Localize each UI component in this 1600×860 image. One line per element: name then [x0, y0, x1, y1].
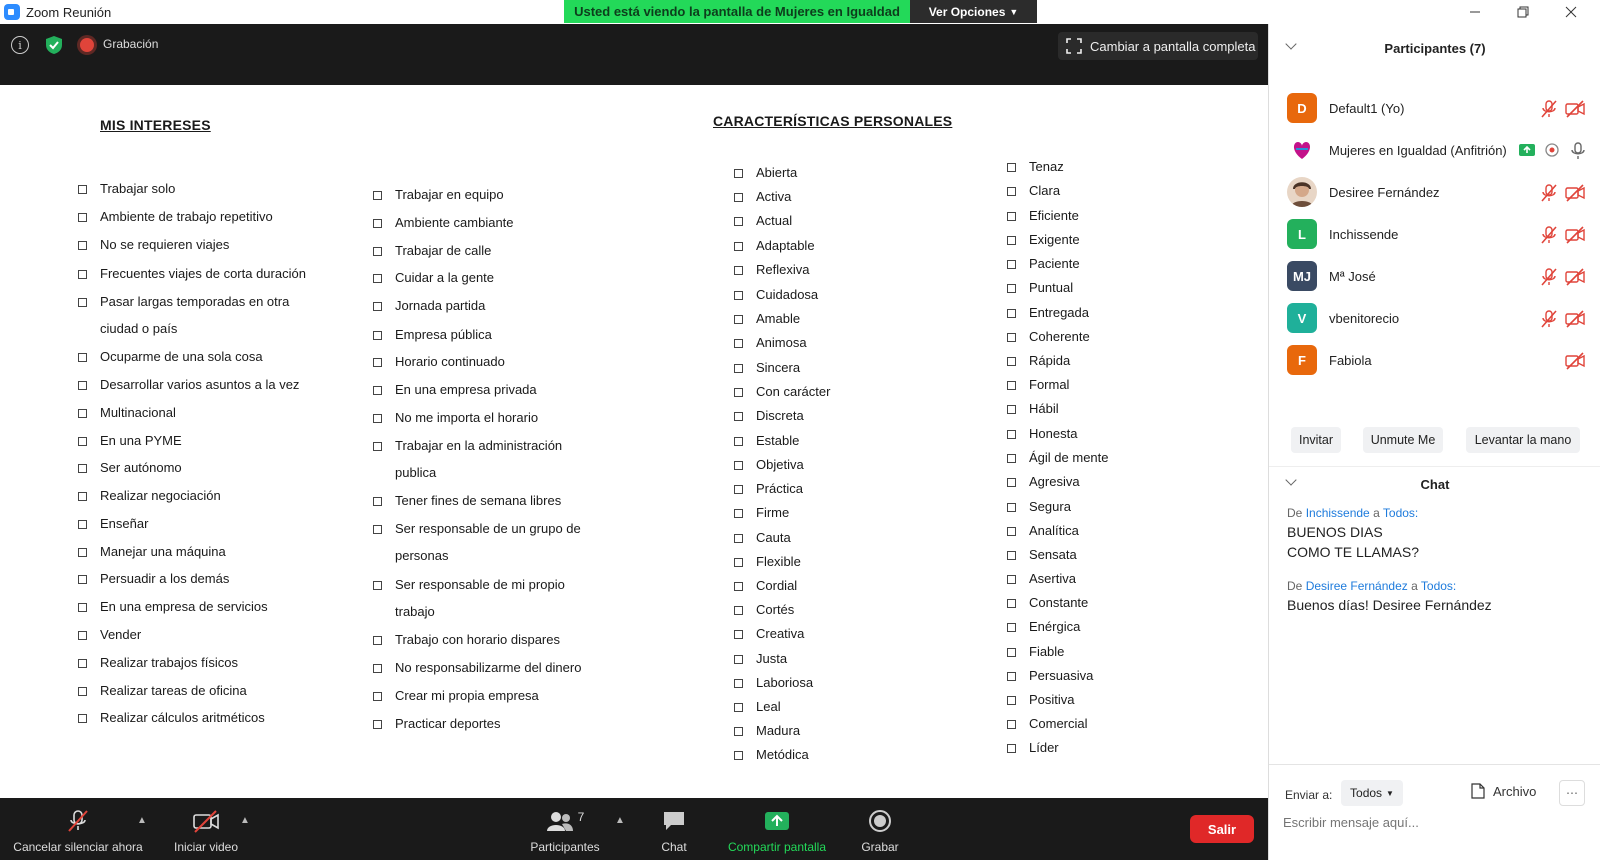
- checklist-label: ciudad o país: [100, 321, 178, 336]
- checklist-label: Con carácter: [756, 384, 831, 399]
- checkbox-icon: [734, 388, 743, 397]
- checklist-label: Positiva: [1029, 692, 1075, 707]
- checklist-label: Desarrollar varios asuntos a la vez: [100, 377, 300, 392]
- participant-name: Fabiola: [1329, 353, 1372, 368]
- checklist-label: Hábil: [1029, 401, 1059, 416]
- checkbox-icon: [78, 631, 87, 640]
- checklist-label: Practicar deportes: [395, 716, 501, 731]
- checklist-label: Metódica: [756, 747, 809, 762]
- checklist-label: Sincera: [756, 360, 801, 375]
- checklist-label: publica: [395, 465, 437, 480]
- participant-row[interactable]: [1269, 340, 1600, 382]
- shield-check-icon[interactable]: [44, 35, 64, 55]
- checklist-label: Trabajar de calle: [395, 243, 492, 258]
- checkbox-icon: [1007, 163, 1016, 172]
- chevron-down-icon: ▼: [1009, 6, 1019, 17]
- checklist-label: Segura: [1029, 499, 1071, 514]
- video-off-icon: [1565, 99, 1585, 119]
- chat-message: [1287, 506, 1419, 562]
- checklist-label: Pasar largas temporadas en otra: [100, 294, 290, 309]
- checklist-label: Tenaz: [1029, 159, 1064, 174]
- checklist-label: Frecuentes viajes de corta duración: [100, 266, 306, 281]
- microphone-muted-icon: [65, 808, 91, 834]
- chat-from-prefix: De: [1287, 506, 1303, 520]
- record-button[interactable]: [856, 798, 904, 860]
- checkbox-icon: [734, 437, 743, 446]
- recording-label: Grabación: [103, 37, 159, 51]
- checkbox-icon: [1007, 405, 1016, 414]
- checklist-label: Vender: [100, 627, 142, 642]
- chevron-down-icon: ▼: [1386, 788, 1394, 798]
- checkbox-icon: [373, 692, 382, 701]
- checklist-label: Coherente: [1029, 329, 1090, 344]
- checklist-label: Animosa: [756, 335, 807, 350]
- participant-name: Desiree Fernández: [1329, 185, 1440, 200]
- participants-header[interactable]: [1269, 28, 1600, 68]
- checklist-label: Asertiva: [1029, 571, 1076, 586]
- checklist-label: Paciente: [1029, 256, 1080, 271]
- view-options-button[interactable]: [910, 0, 1037, 23]
- title-bar: [0, 0, 1600, 24]
- chat-line: BUENOS DIAS: [1287, 524, 1383, 540]
- checkbox-icon: [734, 217, 743, 226]
- checklist-label: No se requieren viajes: [100, 237, 230, 252]
- chat-button[interactable]: [652, 798, 696, 860]
- checkbox-icon: [78, 270, 87, 279]
- checkbox-icon: [373, 191, 382, 200]
- checkbox-icon: [78, 714, 87, 723]
- avatar: L: [1287, 219, 1317, 249]
- chevron-down-icon[interactable]: [1285, 474, 1296, 485]
- mute-label: Cancelar silenciar ahora: [13, 840, 143, 854]
- viewing-banner: Usted está viendo la pantalla de Mujeres en Igualdad: [564, 0, 910, 23]
- checklist-label: Honesta: [1029, 426, 1078, 441]
- participants-icon: [546, 810, 574, 832]
- checkbox-icon: [1007, 527, 1016, 536]
- checklist-label: Realizar trabajos físicos: [100, 655, 238, 670]
- participant-row[interactable]: [1269, 172, 1600, 214]
- checklist-label: Entregada: [1029, 305, 1089, 320]
- fullscreen-label: Cambiar a pantalla completa: [1090, 38, 1256, 54]
- window-title: Zoom Reunión: [26, 4, 112, 20]
- chat-icon: [662, 810, 686, 832]
- chat-recipient[interactable]: Todos:: [1420, 579, 1457, 593]
- checkbox-icon: [734, 534, 743, 543]
- checkbox-icon: [78, 241, 87, 250]
- checklist-label: Constante: [1029, 595, 1089, 610]
- chat-sender[interactable]: Inchissende: [1305, 506, 1370, 520]
- restore-button[interactable]: [1500, 0, 1546, 24]
- chat-message-meta: [1287, 579, 1492, 593]
- heading-traits: CARACTERÍSTICAS PERSONALES: [713, 113, 953, 129]
- microphone-icon: [1568, 141, 1588, 161]
- checkbox-icon: [78, 437, 87, 446]
- checklist-label: Trabajo con horario dispares: [395, 632, 560, 647]
- send-to-label: Enviar a:: [1285, 788, 1333, 802]
- checklist-label: Objetiva: [756, 457, 804, 472]
- recording-icon: [1543, 141, 1563, 161]
- checkbox-icon: [1007, 430, 1016, 439]
- checkbox-icon: [1007, 744, 1016, 753]
- checkbox-icon: [1007, 309, 1016, 318]
- checklist-label: Cuidar a la gente: [395, 270, 495, 285]
- microphone-muted-icon: [1539, 183, 1559, 203]
- fullscreen-icon: [1066, 38, 1082, 54]
- minimize-icon: [1469, 6, 1481, 18]
- video-options-caret-icon[interactable]: ▲: [240, 815, 250, 826]
- participant-name: vbenitorecio: [1329, 311, 1400, 326]
- video-off-icon: [1565, 309, 1585, 329]
- checkbox-icon: [1007, 284, 1016, 293]
- share-screen-icon: [764, 810, 790, 832]
- checklist-label: En una empresa de servicios: [100, 599, 268, 614]
- checkbox-icon: [373, 497, 382, 506]
- checkbox-icon: [1007, 333, 1016, 342]
- checkbox-icon: [373, 720, 382, 729]
- checkbox-icon: [1007, 648, 1016, 657]
- checklist-label: Ocuparme de una sola cosa: [100, 349, 263, 364]
- checkbox-icon: [734, 412, 743, 421]
- chat-to-prefix: a: [1373, 506, 1380, 520]
- checkbox-icon: [734, 655, 743, 664]
- checkbox-icon: [373, 442, 382, 451]
- checkbox-icon: [734, 339, 743, 348]
- sharing-icon: [1518, 141, 1538, 161]
- checkbox-icon: [373, 247, 382, 256]
- checklist-label: No me importa el horario: [395, 410, 539, 425]
- participant-name: Mª José: [1329, 269, 1376, 284]
- participants-title: Participantes (7): [1384, 40, 1486, 56]
- checkbox-icon: [734, 558, 743, 567]
- checkbox-icon: [78, 520, 87, 529]
- checklist-label: Firme: [756, 505, 790, 520]
- checkbox-icon: [373, 331, 382, 340]
- checklist-label: Rápida: [1029, 353, 1071, 368]
- microphone-muted-icon: [1539, 225, 1559, 245]
- checklist-label: personas: [395, 548, 449, 563]
- checkbox-icon: [734, 582, 743, 591]
- shared-document: [0, 85, 1268, 798]
- checklist-label: En una PYME: [100, 433, 182, 448]
- chat-line: COMO TE LLAMAS?: [1287, 544, 1420, 560]
- checkbox-icon: [373, 414, 382, 423]
- checkbox-icon: [1007, 236, 1016, 245]
- file-button[interactable]: [1471, 783, 1536, 799]
- checkbox-icon: [1007, 478, 1016, 487]
- video-off-icon: [192, 808, 220, 834]
- checklist-label: Reflexiva: [756, 262, 810, 277]
- chat-header[interactable]: [1269, 464, 1600, 504]
- checklist-label: Persuadir a los demás: [100, 571, 230, 586]
- avatar: V: [1287, 303, 1317, 333]
- chat-message-text: [1287, 595, 1492, 615]
- chat-recipient[interactable]: Todos:: [1382, 506, 1419, 520]
- file-icon: [1471, 783, 1485, 799]
- checklist-label: Realizar negociación: [100, 488, 221, 503]
- invite-button[interactable]: Invitar: [1291, 427, 1341, 453]
- share-screen-label: Compartir pantalla: [727, 840, 827, 854]
- checkbox-icon: [1007, 357, 1016, 366]
- checklist-label: Tener fines de semana libres: [395, 493, 562, 508]
- checkbox-icon: [1007, 696, 1016, 705]
- checklist-label: Formal: [1029, 377, 1070, 392]
- checkbox-icon: [1007, 623, 1016, 632]
- checkbox-icon: [1007, 454, 1016, 463]
- participants-label: Participantes: [530, 840, 600, 854]
- participant-name: Mujeres en Igualdad (Anfitrión): [1329, 143, 1507, 158]
- send-to-value: Todos: [1350, 786, 1383, 800]
- checkbox-icon: [373, 302, 382, 311]
- chat-to-prefix: a: [1411, 579, 1418, 593]
- checkbox-icon: [373, 358, 382, 367]
- recording-icon: [80, 38, 94, 52]
- checkbox-icon: [1007, 720, 1016, 729]
- checkbox-icon: [78, 409, 87, 418]
- audio-options-caret-icon[interactable]: ▲: [137, 815, 147, 826]
- checkbox-icon: [373, 664, 382, 673]
- checkbox-icon: [1007, 381, 1016, 390]
- minimize-button[interactable]: [1452, 0, 1498, 24]
- checklist-label: Adaptable: [756, 238, 815, 253]
- view-options-label: Ver Opciones: [928, 4, 1006, 19]
- chevron-down-icon[interactable]: [1285, 38, 1296, 49]
- checkbox-icon: [373, 581, 382, 590]
- checkbox-icon: [78, 381, 87, 390]
- checkbox-icon: [734, 291, 743, 300]
- checkbox-icon: [1007, 260, 1016, 269]
- checkbox-icon: [78, 353, 87, 362]
- checklist-label: Creativa: [756, 626, 805, 641]
- checklist-label: trabajo: [395, 604, 435, 619]
- checkbox-icon: [373, 386, 382, 395]
- side-panel: [1268, 24, 1600, 860]
- microphone-muted-icon: [1539, 309, 1559, 329]
- checklist-label: Estable: [756, 433, 800, 448]
- send-to-select[interactable]: [1341, 780, 1403, 806]
- checklist-label: Cauta: [756, 530, 791, 545]
- checklist-label: Realizar cálculos aritméticos: [100, 710, 265, 725]
- checkbox-icon: [78, 464, 87, 473]
- video-off-icon: [1565, 351, 1585, 371]
- checklist-label: No responsabilizarme del dinero: [395, 660, 582, 675]
- meeting-toolbar: [0, 798, 1268, 860]
- meeting-top-bar: [0, 24, 1268, 85]
- checklist-label: Sensata: [1029, 547, 1077, 562]
- checkbox-icon: [734, 315, 743, 324]
- checklist-label: Manejar una máquina: [100, 544, 226, 559]
- checkbox-icon: [734, 679, 743, 688]
- checkbox-icon: [78, 575, 87, 584]
- checklist-label: Exigente: [1029, 232, 1080, 247]
- checklist-label: Cordial: [756, 578, 798, 593]
- unmute-me-button[interactable]: Unmute Me: [1363, 427, 1443, 453]
- checklist-label: Trabajar en equipo: [395, 187, 504, 202]
- checkbox-icon: [1007, 551, 1016, 560]
- chat-title: Chat: [1420, 476, 1450, 492]
- checklist-label: Fiable: [1029, 644, 1065, 659]
- checklist-label: Ser responsable de mi propio: [395, 577, 565, 592]
- avatar: [1287, 135, 1317, 165]
- participants-caret-icon[interactable]: ▲: [615, 815, 625, 826]
- checklist-label: Enseñar: [100, 516, 149, 531]
- start-video-button[interactable]: [166, 798, 246, 860]
- chat-from-prefix: De: [1287, 579, 1303, 593]
- checklist-label: Laboriosa: [756, 675, 814, 690]
- checkbox-icon: [734, 169, 743, 178]
- microphone-muted-icon: [1539, 267, 1559, 287]
- checklist-label: Comercial: [1029, 716, 1088, 731]
- checklist-label: Empresa pública: [395, 327, 492, 342]
- zoom-logo-icon: [4, 4, 20, 20]
- checklist-label: Discreta: [756, 408, 804, 423]
- chat-sender[interactable]: Desiree Fernández: [1305, 579, 1408, 593]
- checklist-label: Analítica: [1029, 523, 1079, 538]
- checklist-label: Ambiente cambiante: [395, 215, 514, 230]
- checklist-label: Ágil de mente: [1029, 450, 1109, 465]
- checkbox-icon: [734, 703, 743, 712]
- participant-row[interactable]: [1269, 256, 1600, 298]
- checklist-label: Trabajar en la administración: [395, 438, 563, 453]
- checklist-label: Agresiva: [1029, 474, 1080, 489]
- checklist-label: Realizar tareas de oficina: [100, 683, 247, 698]
- video-off-icon: [1565, 225, 1585, 245]
- checkbox-icon: [78, 687, 87, 696]
- checklist-label: Puntual: [1029, 280, 1074, 295]
- checkbox-icon: [1007, 503, 1016, 512]
- checklist-label: Persuasiva: [1029, 668, 1094, 683]
- checkbox-icon: [78, 659, 87, 668]
- checkbox-icon: [78, 185, 87, 194]
- checkbox-icon: [734, 485, 743, 494]
- checkbox-icon: [734, 266, 743, 275]
- checkbox-icon: [78, 548, 87, 557]
- checkbox-icon: [78, 298, 87, 307]
- checklist-label: Abierta: [756, 165, 798, 180]
- checkbox-icon: [1007, 212, 1016, 221]
- avatar: [1287, 177, 1317, 207]
- leave-button[interactable]: Salir: [1190, 815, 1254, 843]
- checklist-label: Multinacional: [100, 405, 176, 420]
- checkbox-icon: [1007, 575, 1016, 584]
- chat-line: Buenos días! Desiree Fernández: [1287, 597, 1492, 613]
- participants-count: 7: [577, 810, 585, 824]
- checklist-label: Cuidadosa: [756, 287, 819, 302]
- checkbox-icon: [734, 193, 743, 202]
- participant-row[interactable]: [1269, 88, 1600, 130]
- checklist-label: Jornada partida: [395, 298, 486, 313]
- chat-message-text: [1287, 522, 1419, 562]
- checklist-label: Ambiente de trabajo repetitivo: [100, 209, 273, 224]
- file-label: Archivo: [1493, 783, 1537, 799]
- checklist-label: Cortés: [756, 602, 795, 617]
- avatar: D: [1287, 93, 1317, 123]
- close-button[interactable]: [1548, 0, 1594, 24]
- checklist-label: Activa: [756, 189, 792, 204]
- video-off-icon: [1565, 183, 1585, 203]
- participant-row[interactable]: [1269, 130, 1600, 172]
- chat-footer: [1269, 764, 1600, 860]
- fullscreen-button[interactable]: [1058, 32, 1258, 60]
- participant-row[interactable]: [1269, 214, 1600, 256]
- checkbox-icon: [734, 630, 743, 639]
- checkbox-icon: [734, 751, 743, 760]
- record-icon: [868, 809, 892, 833]
- checkbox-icon: [78, 213, 87, 222]
- heading-interests: MIS INTERESES: [100, 117, 211, 133]
- checklist-label: Enérgica: [1029, 619, 1081, 634]
- checkbox-icon: [734, 242, 743, 251]
- participants-button[interactable]: [524, 798, 606, 860]
- checklist-label: Flexible: [756, 554, 801, 569]
- checklist-label: Amable: [756, 311, 801, 326]
- chat-message: [1287, 579, 1492, 615]
- checkbox-icon: [734, 606, 743, 615]
- checkbox-icon: [734, 727, 743, 736]
- video-off-icon: [1565, 267, 1585, 287]
- chat-message-meta: [1287, 506, 1419, 520]
- avatar: F: [1287, 345, 1317, 375]
- checkbox-icon: [78, 603, 87, 612]
- checkbox-icon: [1007, 187, 1016, 196]
- checklist-label: En una empresa privada: [395, 382, 537, 397]
- checkbox-icon: [734, 364, 743, 373]
- more-options-icon[interactable]: ⋯: [1559, 780, 1585, 806]
- checklist-label: Clara: [1029, 183, 1061, 198]
- checklist-label: Ser autónomo: [100, 460, 182, 475]
- checkbox-icon: [734, 509, 743, 518]
- checklist-label: Eficiente: [1029, 208, 1079, 223]
- checkbox-icon: [1007, 599, 1016, 608]
- checklist-label: Crear mi propia empresa: [395, 688, 539, 703]
- checklist-label: Trabajar solo: [100, 181, 176, 196]
- checkbox-icon: [373, 219, 382, 228]
- checklist-label: Líder: [1029, 740, 1059, 755]
- raise-hand-button[interactable]: Levantar la mano: [1466, 427, 1580, 453]
- participant-name: Inchissende: [1329, 227, 1399, 242]
- avatar: MJ: [1287, 261, 1317, 291]
- checklist-label: Madura: [756, 723, 801, 738]
- checkbox-icon: [734, 461, 743, 470]
- participant-name: Default1 (Yo): [1329, 101, 1405, 116]
- checklist-label: Justa: [756, 651, 788, 666]
- checkbox-icon: [373, 636, 382, 645]
- restore-icon: [1517, 6, 1529, 18]
- mute-button[interactable]: [8, 798, 148, 860]
- checkbox-icon: [78, 492, 87, 501]
- checklist-label: Práctica: [756, 481, 803, 496]
- participant-row[interactable]: [1269, 298, 1600, 340]
- chat-input[interactable]: [1283, 810, 1583, 834]
- checkbox-icon: [1007, 672, 1016, 681]
- checklist-label: Leal: [756, 699, 781, 714]
- chat-label: Chat: [661, 840, 687, 854]
- checklist-label: Ser responsable de un grupo de: [395, 521, 581, 536]
- checkbox-icon: [373, 525, 382, 534]
- microphone-muted-icon: [1539, 99, 1559, 119]
- share-screen-button[interactable]: [720, 798, 834, 860]
- checklist-label: Actual: [756, 213, 793, 228]
- checklist-label: Horario continuado: [395, 354, 505, 369]
- checkbox-icon: [373, 274, 382, 283]
- video-label: Iniciar video: [173, 840, 239, 854]
- record-label: Grabar: [861, 840, 899, 854]
- close-icon: [1565, 6, 1577, 18]
- info-icon[interactable]: i: [11, 36, 29, 54]
